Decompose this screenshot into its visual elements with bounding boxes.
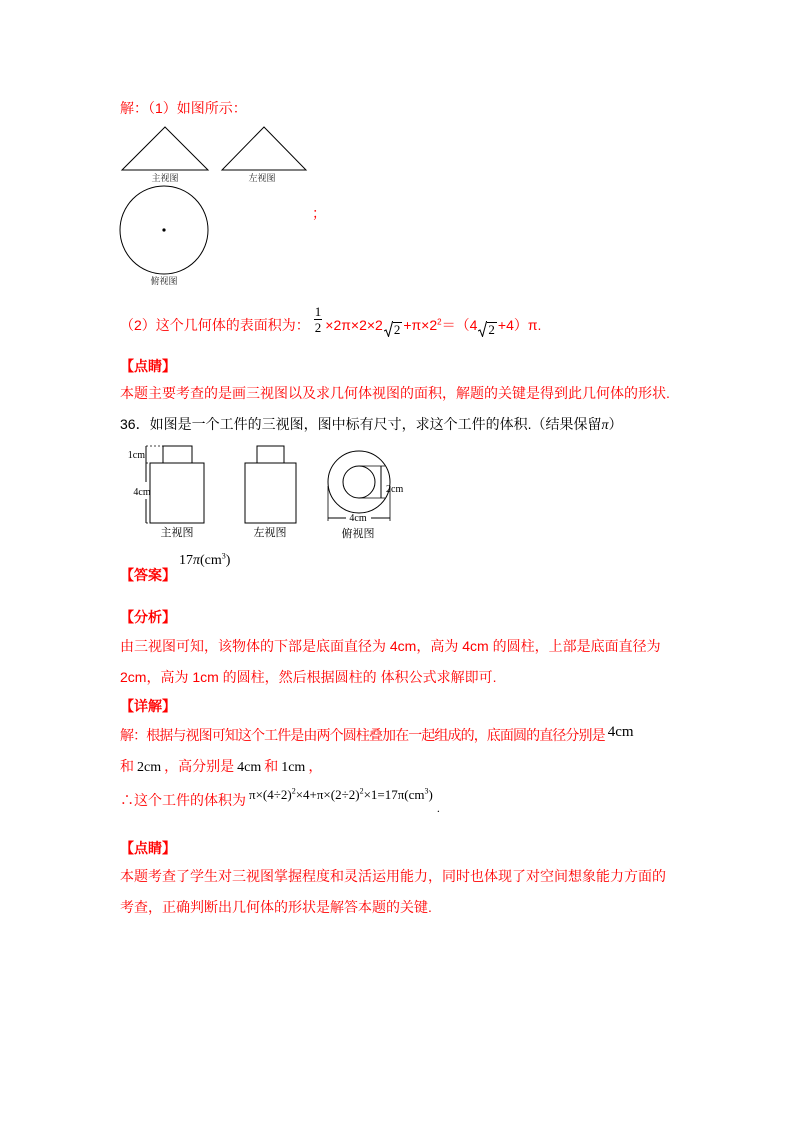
left-view-label: 左视图 [253, 527, 287, 539]
workpiece-three-views-figure [115, 440, 415, 545]
detail-line-2-value-1: 2cm [137, 760, 162, 775]
detail-line-2-word-1: 和 [120, 758, 134, 774]
detail-line-1-text: 解：根据与视图可知这个工件是由两个圆柱叠加在一起组成的，底面圆的直径分别是 [120, 727, 605, 743]
volume-formula [249, 787, 433, 802]
surface-area-term-3: ＝（4 [441, 317, 478, 333]
front-view-label: 主视图 [151, 173, 179, 183]
front-view-top-cylinder [163, 446, 192, 463]
surface-area-term-2-exponent: 2 [437, 317, 442, 327]
dim-label-body-height: 4cm [133, 487, 151, 498]
cone-three-views-figure [110, 120, 330, 295]
surface-area-term-1: ×2π×2×2 [325, 317, 383, 333]
comment1-heading: 【点睛】 [120, 358, 176, 374]
formula-part-4: ) [428, 787, 433, 802]
front-view-triangle [122, 127, 208, 170]
comment2-line-1: 本题考查了学生对三视图掌握程度和灵活运用能力，同时也体现了对空间想象能力方面的 [120, 868, 666, 884]
radical-sign-icon [384, 321, 393, 337]
surface-area-term-2 [403, 315, 441, 335]
detail-line-2 [120, 756, 322, 776]
answer-unit-exponent: 3 [221, 551, 226, 561]
detail-line-2-value-2: 4cm [237, 760, 262, 775]
formula-part-2: ×4+π×(2÷2) [295, 787, 360, 802]
analysis-line-1: 由三视图可知，该物体的下部是底面直径为 4cm，高为 4cm 的圆柱，上部是底面直径为 [120, 638, 661, 654]
detail-heading: 【详解】 [120, 698, 176, 714]
fraction-numerator: 1 [314, 303, 322, 319]
answer-unit-close: ) [225, 553, 231, 568]
fraction-one-half [314, 304, 323, 335]
comment2-line-2: 考查，正确判断出几何体的形状是解答本题的关键. [120, 899, 432, 915]
dim-label-outer-diameter: 4cm [349, 513, 367, 524]
detail-line-2-word-2: ，高分别是 [164, 758, 235, 774]
formula-exponent-2: 2 [359, 786, 364, 796]
radical-sign-icon [478, 321, 487, 337]
formula-part-3: ×1=17π(cm [363, 787, 425, 802]
detail-line-1 [120, 725, 634, 745]
left-view-top-cylinder [257, 446, 284, 463]
detail-line-2-word-3: 和 [264, 758, 279, 774]
surface-area-prefix: （2）这个几何体的表面积为： [120, 317, 310, 333]
answer-heading: 【答案】 [120, 567, 176, 583]
top-view-label: 俯视图 [341, 528, 375, 540]
formula-period: . [436, 801, 440, 815]
sqrt-two-2 [478, 321, 497, 337]
sqrt-radicand-1: 2 [393, 322, 401, 337]
part1-separator: ； [312, 205, 326, 221]
left-view-label: 左视图 [248, 173, 276, 183]
question-pi-symbol: π [601, 418, 609, 433]
answer-pi: π [193, 553, 201, 568]
answer-coefficient: 17 [179, 553, 193, 568]
detail-line-2-word-4: ， [308, 758, 323, 774]
front-view-bottom-cylinder [150, 463, 204, 523]
dim-label-top-height: 1cm [127, 450, 145, 461]
top-view-inner-circle [343, 466, 375, 498]
answer-value [179, 551, 230, 571]
left-view-triangle [222, 127, 306, 170]
surface-area-term-4: +4）π. [497, 317, 542, 333]
question-36-stem [120, 414, 622, 434]
formula-exponent-3: 3 [424, 786, 429, 796]
dim-label-inner-diameter: 2cm [386, 484, 404, 495]
analysis-line-2: 2cm，高为 1cm 的圆柱，然后根据圆柱的 体积公式求解即可. [120, 669, 497, 685]
left-view-bottom-cylinder [245, 463, 296, 523]
detail-line-1-value: 4cm [607, 724, 634, 740]
formula-part-1: π×(4÷2) [249, 787, 292, 802]
front-view-label: 主视图 [160, 527, 194, 539]
detail-line-3 [120, 786, 440, 815]
surface-area-line [120, 303, 542, 337]
sqrt-two-1 [384, 321, 403, 337]
fraction-denominator: 2 [314, 319, 322, 335]
top-view-label: 俯视图 [150, 276, 178, 286]
answer-unit-open: (cm [200, 553, 222, 568]
sqrt-radicand-2: 2 [488, 322, 495, 337]
question-stem-text: 36．如图是一个工件的三视图，图中标有尺寸，求这个工件的体积.（结果保留 [120, 416, 602, 432]
question-stem-end: ） [608, 416, 623, 432]
formula-exponent-1: 2 [291, 786, 296, 796]
detail-line-2-value-3: 1cm [281, 760, 306, 775]
top-view-center-dot [162, 228, 165, 231]
comment1-text: 本题主要考查的是画三视图以及求几何体视图的面积，解题的关键是得到此几何体的形状. [120, 385, 670, 401]
surface-area-term-2-base: +π×2 [403, 317, 438, 333]
analysis-heading: 【分析】 [120, 609, 176, 625]
detail-line-3-text: ∴这个工件的体积为 [120, 792, 246, 808]
comment2-heading: 【点睛】 [120, 840, 176, 856]
part1-intro: 解：（1）如图所示： [120, 100, 247, 116]
